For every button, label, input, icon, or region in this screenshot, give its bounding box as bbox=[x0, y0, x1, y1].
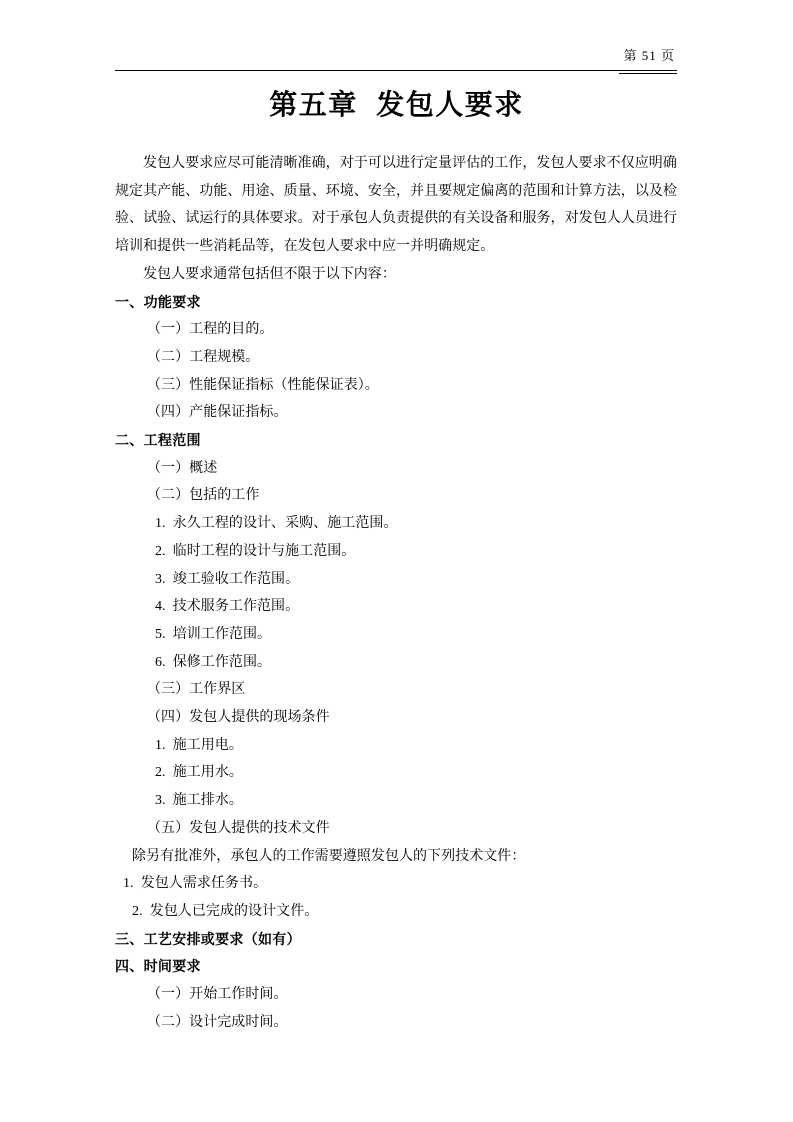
body-paragraph-line: 培训和提供一些消耗品等，在发包人要求中应一并明确规定。 bbox=[115, 239, 495, 255]
section-heading: 三、工艺安排或要求（如有） bbox=[115, 930, 301, 947]
chapter-title: 第五章 发包人要求 bbox=[269, 89, 524, 120]
list-item-paren: （一）开始工作时间。 bbox=[147, 987, 288, 1003]
list-item-paren: （五）发包人提供的技术文件 bbox=[147, 820, 330, 836]
list-item-paren: （三）性能保证指标（性能保证表）。 bbox=[147, 377, 379, 393]
section-heading: 四、时间要求 bbox=[115, 958, 201, 975]
list-item-paren: （四）发包人提供的现场条件 bbox=[147, 710, 330, 726]
list-item-numbered: 3. 竣工验收工作范围。 bbox=[155, 571, 300, 587]
list-item-paren: （一）概述 bbox=[147, 460, 218, 476]
list-item-paren: （二）设计完成时间。 bbox=[147, 1014, 288, 1030]
list-item-numbered: 1. 永久工程的设计、采购、施工范围。 bbox=[155, 516, 398, 532]
list-item-paren: （四）产能保证指标。 bbox=[147, 405, 288, 421]
document-body bbox=[115, 150, 677, 1037]
list-item-numbered: 5. 培训工作范围。 bbox=[155, 626, 272, 642]
section-heading: 一、功能要求 bbox=[115, 293, 201, 310]
list-item-paren: （二）工程规模。 bbox=[147, 349, 260, 365]
header-rule bbox=[115, 70, 677, 71]
list-item-numbered: 6. 保修工作范围。 bbox=[155, 654, 272, 670]
body-paragraph-line: 验、试验、试运行的具体要求。对于承包人负责提供的有关设备和服务，对发包人人员进行 bbox=[115, 211, 677, 227]
list-item-paren: （一）工程的目的。 bbox=[147, 322, 274, 338]
list-item-numbered: 3. 施工排水。 bbox=[155, 793, 243, 809]
list-item-paren: （二）包括的工作 bbox=[147, 488, 260, 504]
body-paragraph-line: 规定其产能、功能、用途、质量、环境、安全，并且要规定偏离的范围和计算方法，以及检 bbox=[115, 183, 677, 199]
list-item-numbered: 2. 临时工程的设计与施工范围。 bbox=[155, 543, 356, 559]
list-item-numbered: 2. 施工用水。 bbox=[155, 765, 243, 781]
body-paragraph-line: 发包人要求应尽可能清晰准确，对于可以进行定量评估的工作，发包人要求不仅应明确 bbox=[143, 156, 677, 171]
list-item-numbered: 1. 发包人需求任务书。 bbox=[123, 876, 268, 892]
body-paragraph-line: 发包人要求通常包括但不限于以下内容： bbox=[143, 266, 396, 282]
page-number: 第 51 页 bbox=[619, 48, 677, 74]
section-heading: 二、工程范围 bbox=[115, 432, 201, 449]
list-item-numbered: 2. 发包人已完成的设计文件。 bbox=[132, 903, 319, 919]
page-header bbox=[115, 46, 677, 76]
list-item-numbered: 1. 施工用电。 bbox=[155, 737, 243, 753]
list-item-paren: （三）工作界区 bbox=[147, 682, 246, 698]
intro-line: 除另有批准外，承包人的工作需要遵照发包人的下列技术文件： bbox=[132, 848, 526, 864]
list-item-numbered: 4. 技术服务工作范围。 bbox=[155, 599, 300, 615]
